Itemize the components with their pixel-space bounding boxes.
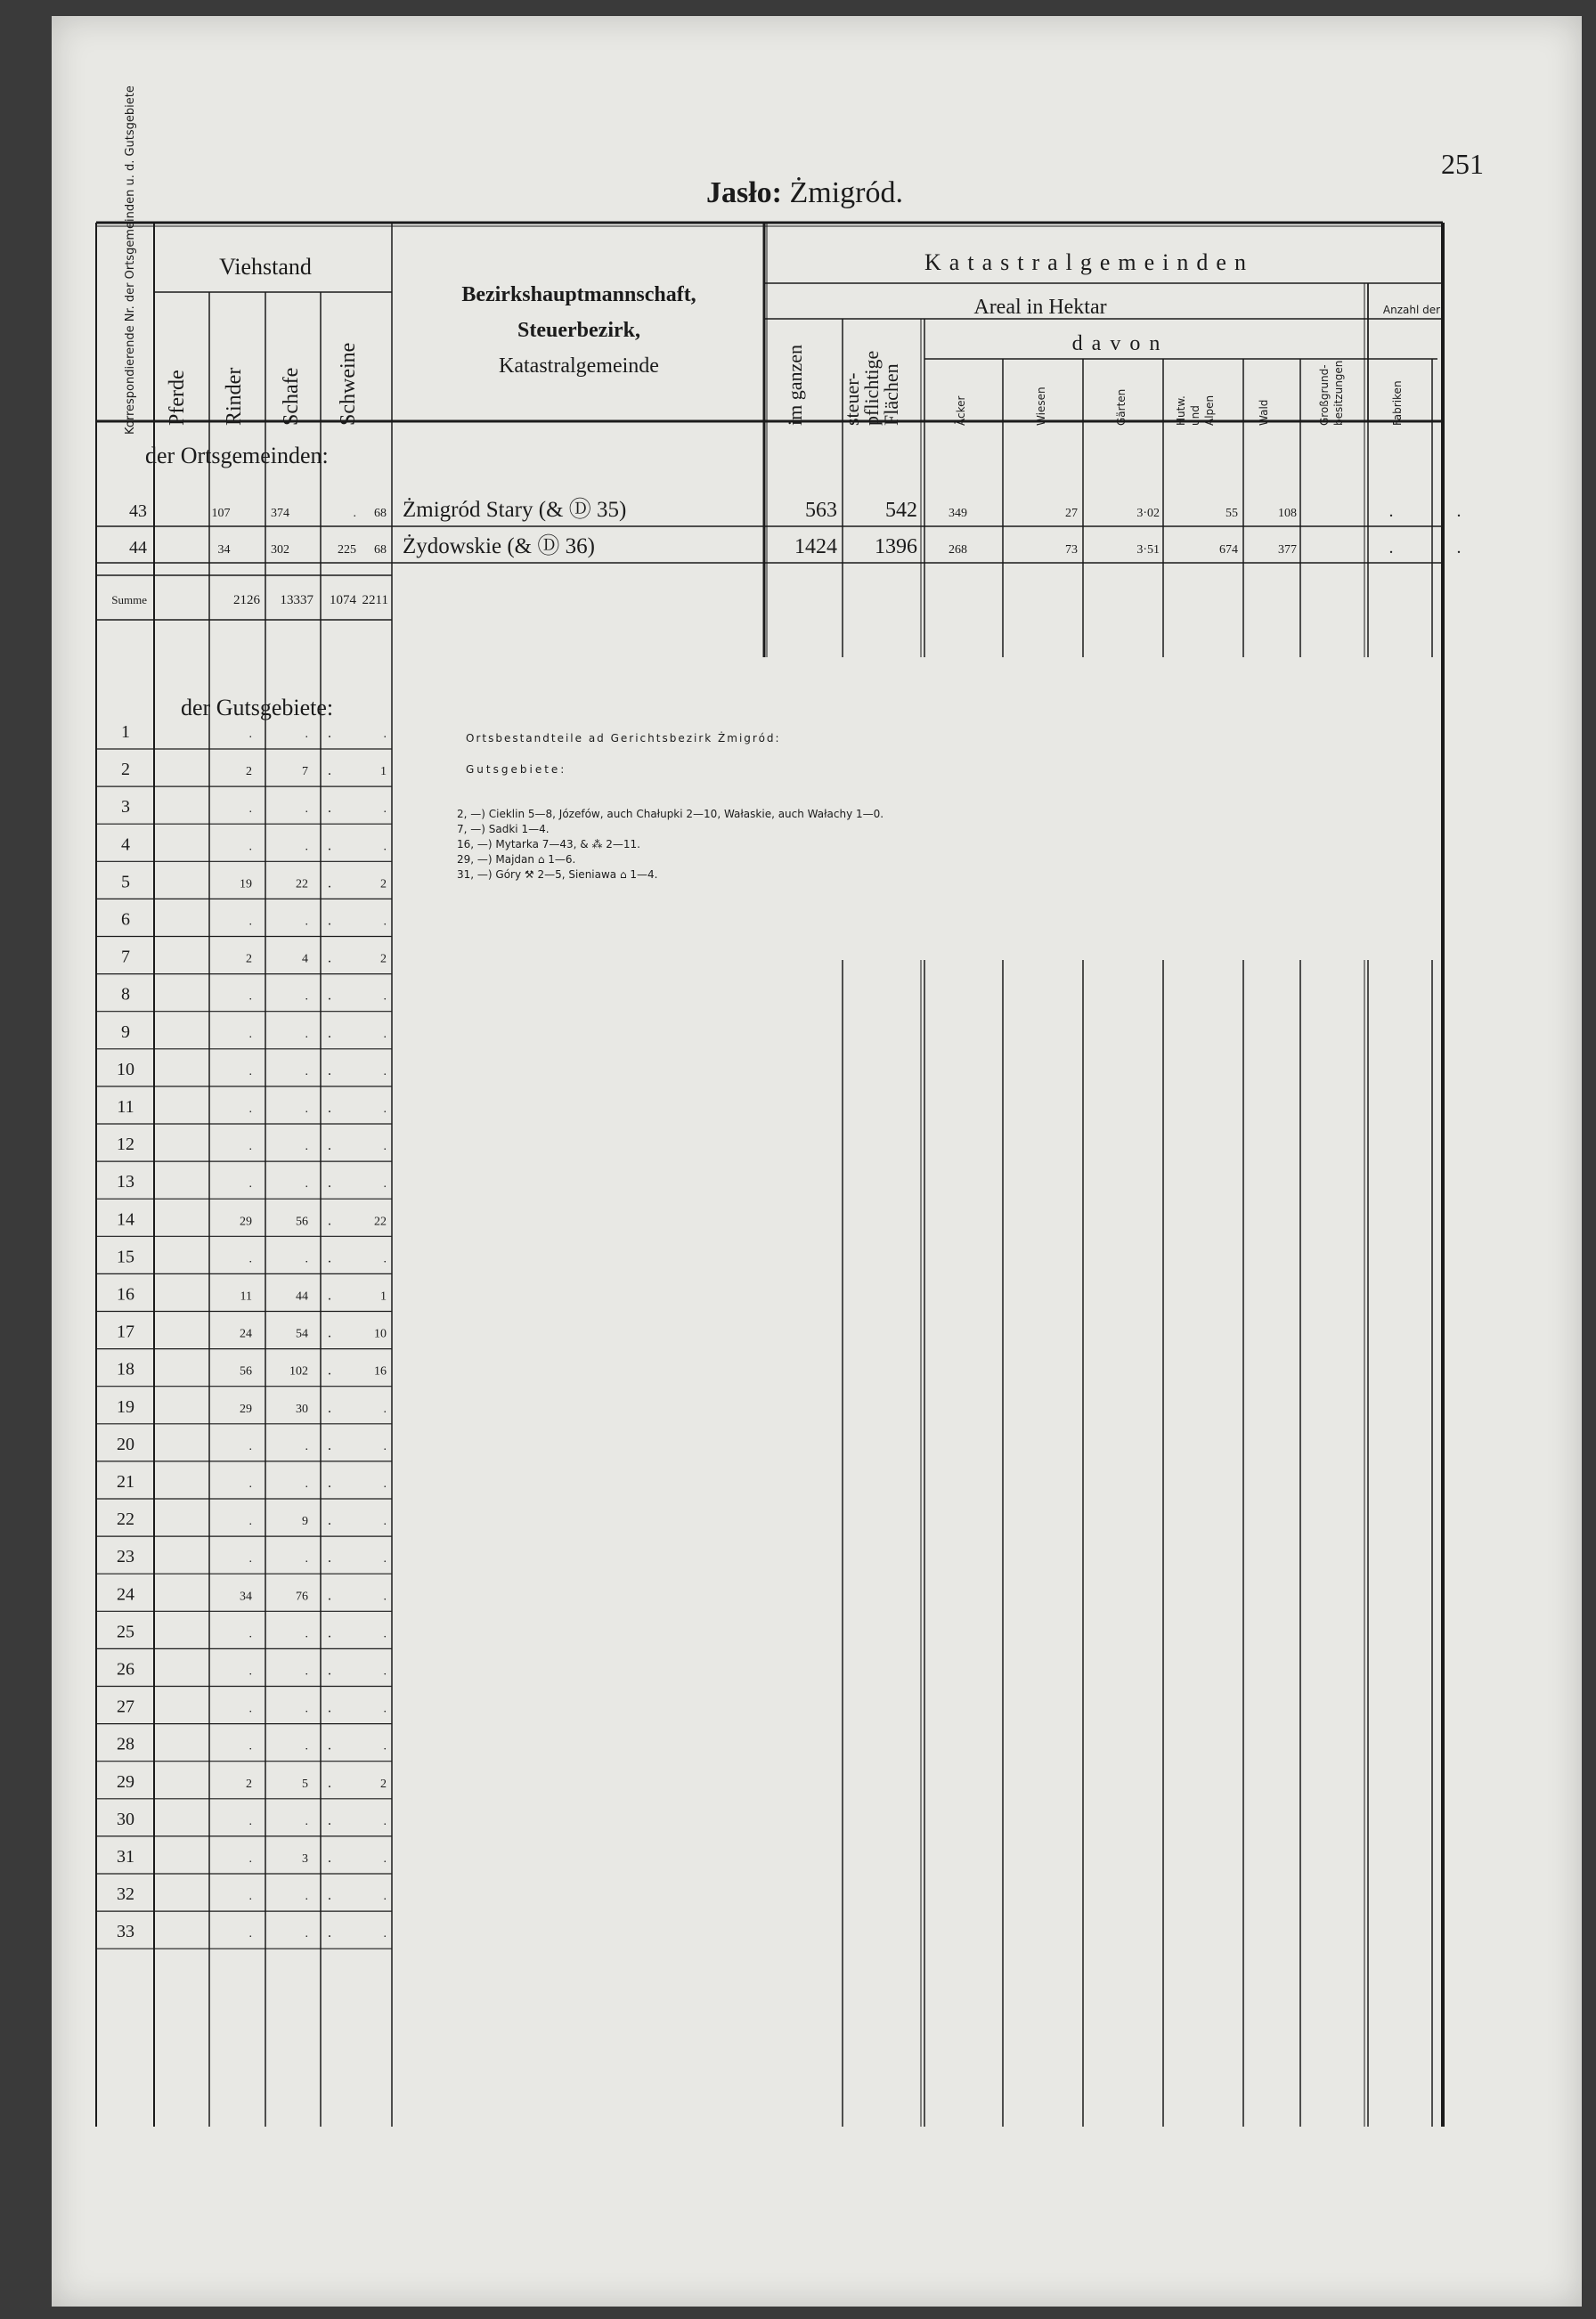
statistics-table	[52, 16, 1582, 2307]
ortsgemeinde-gaerten: 3·02	[1136, 507, 1160, 520]
gutsgebiet-pferde: .	[248, 1814, 252, 1828]
gutsgebiet-schweine: .	[383, 1027, 387, 1041]
gutsgebiet-pferde: .	[248, 1027, 252, 1041]
col-hutw-line3: Alpen	[1203, 395, 1216, 426]
ortsgemeinde-pferde: 107	[211, 507, 231, 520]
gutsgebiet-schweine: 1	[380, 765, 387, 779]
gutsgebiet-rinder: 56	[296, 1215, 308, 1229]
gutsgebiet-nr: 13	[117, 1172, 134, 1192]
summe-label: Summe	[111, 593, 147, 606]
gutsgebiet-pferde: .	[248, 989, 252, 1004]
gutsgebiet-schweine: 10	[374, 1327, 387, 1341]
gutsgebiet-nr: 9	[121, 1021, 130, 1042]
gutsgebiet-pferde: .	[248, 915, 252, 929]
gutsgebiet-nr: 12	[117, 1135, 134, 1155]
ortsgemeinde-schweine: 68	[374, 507, 387, 520]
gutsgebiet-pferde: .	[248, 1664, 252, 1679]
gutsgebiet-nr: 31	[117, 1847, 134, 1867]
ortsgemeinde-schafe: 225	[338, 543, 356, 557]
gutsgebiet-rinder: 30	[296, 1402, 308, 1416]
gutsgebiet-schweine: .	[383, 1177, 387, 1192]
gutsgebiet-schweine: .	[383, 1627, 387, 1641]
gutsgebiet-rinder: 22	[296, 877, 308, 891]
gutsgebiet-rinder: 9	[302, 1515, 308, 1529]
ortsgemeinde-hutw: 674	[1219, 543, 1238, 557]
gutsgebiet-rinder: .	[305, 840, 308, 854]
gutsgebiet-schafe: .	[328, 1213, 331, 1229]
gutsgebiet-schweine: .	[383, 1439, 387, 1453]
gutsgebiet-nr: 27	[117, 1697, 134, 1717]
note-line: 2, —) Cieklin 5—8, Józefów, auch Chałupki 2—10, Wałaskie, auch Wałachy 1—0.	[457, 808, 884, 820]
gutsgebiet-schweine: .	[383, 1702, 387, 1716]
gutsgebiet-schafe: .	[328, 1025, 331, 1041]
gutsgebiet-schweine: .	[383, 989, 387, 1004]
gutsgebiet-schafe: .	[328, 1176, 331, 1192]
gutsgebiet-pferde: .	[248, 1477, 252, 1491]
gutsgebiet-rinder: .	[305, 1739, 308, 1753]
gutsgebiet-nr: 24	[117, 1584, 134, 1605]
gutsgebiet-rinder: .	[305, 1027, 308, 1041]
col-steuer-line3: Flächen	[880, 363, 902, 426]
gutsgebiet-schweine: .	[383, 1552, 387, 1566]
col-schweine-header: Schweine	[337, 342, 360, 426]
ortsgemeinde-schafe: .	[353, 507, 356, 520]
gutsgebiet-nr: 5	[121, 872, 130, 892]
gutsgebiet-pferde: 29	[240, 1402, 252, 1416]
gutsgebiet-schafe: .	[328, 1101, 331, 1116]
gutsgebiet-nr: 7	[121, 947, 130, 967]
gutsgebiet-nr: 25	[117, 1622, 134, 1642]
ortsgemeinde-gross: .	[1388, 501, 1394, 521]
notes-subheading: Gutsgebiete:	[466, 763, 567, 776]
gutsgebiet-schweine: .	[383, 1064, 387, 1078]
gutsgebiet-pferde: .	[248, 1552, 252, 1566]
summe-pferde: 2126	[233, 593, 260, 607]
gutsgebiet-nr: 4	[121, 834, 130, 855]
gutsgebiet-rinder: .	[305, 1064, 308, 1078]
gutsgebiet-schafe: .	[328, 950, 331, 966]
gutsgebiet-schweine: .	[383, 1927, 387, 1941]
col-bezirk-line1: Bezirkshauptmannschaft,	[461, 283, 696, 306]
gutsgebiet-pferde: .	[248, 1103, 252, 1116]
gutsgebiet-schafe: .	[328, 1775, 331, 1791]
gutsgebiet-schweine: 22	[374, 1215, 387, 1229]
gutsgebiet-schafe: .	[328, 1476, 331, 1491]
col-davon-header: davon	[1071, 332, 1169, 355]
col-viehstand-header: Viehstand	[219, 254, 312, 280]
gutsgebiete-label: der Gutsgebiete:	[181, 695, 334, 720]
gutsgebiet-rinder: .	[305, 1702, 308, 1716]
gutsgebiet-nr: 21	[117, 1472, 134, 1492]
ortsgemeinde-steuer: 1396	[875, 535, 917, 558]
gutsgebiet-pferde: .	[248, 1890, 252, 1904]
gutsgebiet-schafe: .	[328, 988, 331, 1004]
col-fabriken-header: Fabriken	[1391, 380, 1404, 426]
gutsgebiet-pferde: .	[248, 1252, 252, 1266]
ortsgemeinden-label: der Ortsgemeinden:	[145, 443, 329, 468]
gutsgebiet-schweine: .	[383, 1664, 387, 1679]
gutsgebiet-schweine: .	[383, 802, 387, 817]
gutsgebiet-rinder: .	[305, 802, 308, 817]
gutsgebiet-rinder: .	[305, 1627, 308, 1641]
gutsgebiet-nr: 8	[121, 984, 130, 1005]
col-gross-line2: besitzungen	[1332, 360, 1345, 426]
gutsgebiet-nr: 23	[117, 1547, 134, 1567]
gutsgebiet-schweine: 1	[380, 1290, 387, 1304]
gutsgebiet-schafe: .	[328, 801, 331, 817]
page-sheet	[52, 16, 1582, 2307]
gutsgebiet-schweine: .	[383, 1140, 387, 1154]
gutsgebiet-rinder: .	[305, 1439, 308, 1453]
gutsgebiet-rinder: 54	[296, 1327, 308, 1341]
gutsgebiet-schweine: .	[383, 1890, 387, 1904]
ortsgemeinde-fabriken: .	[1456, 538, 1462, 557]
ortsgemeinde-nr: 44	[129, 538, 147, 557]
gutsgebiet-pferde: .	[248, 840, 252, 854]
gutsgebiet-schweine: .	[383, 1814, 387, 1828]
gutsgebiet-pferde: .	[248, 1702, 252, 1716]
gutsgebiet-schafe: .	[328, 875, 331, 891]
col-gross-line1: Großgrund-	[1318, 364, 1331, 426]
gutsgebiet-rinder: .	[305, 915, 308, 929]
col-gaerten-header: Gärten	[1115, 388, 1128, 426]
gutsgebiet-schafe: .	[328, 1663, 331, 1679]
summe-schafe: 1074	[330, 593, 356, 607]
gutsgebiet-pferde: 29	[240, 1215, 252, 1229]
table-rules	[96, 223, 1443, 2127]
col-areal-header: Areal in Hektar	[973, 296, 1107, 319]
gutsgebiet-nr: 10	[117, 1059, 134, 1079]
ortsgemeinde-aecker: 268	[949, 543, 967, 557]
gutsgebiet-nr: 19	[117, 1396, 134, 1417]
gutsgebiet-pferde: 56	[240, 1364, 252, 1379]
gutsgebiet-nr: 29	[117, 1771, 134, 1792]
gutsgebiet-rinder: .	[305, 1252, 308, 1266]
gutsgebiet-nr: 17	[117, 1322, 134, 1342]
gutsgebiet-pferde: 24	[240, 1327, 252, 1341]
gutsgebiet-schafe: .	[328, 1550, 331, 1566]
notes-heading: Ortsbestandteile ad Gerichtsbezirk Żmigród:	[466, 732, 781, 745]
ortsgemeinde-fabriken: .	[1456, 501, 1462, 521]
gutsgebiet-schafe: .	[328, 1325, 331, 1341]
gutsgebiet-pferde: 34	[240, 1590, 252, 1604]
gutsgebiet-schweine: .	[383, 1103, 387, 1116]
gutsgebiet-pferde: 19	[240, 877, 252, 891]
gutsgebiet-rinder: 7	[302, 765, 308, 779]
ortsgemeinde-wiesen: 73	[1065, 543, 1078, 557]
gutsgebiet-schafe: .	[328, 1437, 331, 1453]
gutsgebiet-schweine: .	[383, 728, 387, 741]
gutsgebiet-pferde: .	[248, 728, 252, 741]
gutsgebiet-rinder: 5	[302, 1777, 308, 1791]
col-steuer-line2: pflichtige	[860, 350, 883, 426]
gutsgebiet-pferde: .	[248, 1140, 252, 1154]
gutsgebiet-schweine: .	[383, 915, 387, 929]
ortsgemeinde-name: Żydowskie (& Ⓓ 36)	[403, 534, 595, 558]
gutsgebiet-schafe: .	[328, 1513, 331, 1529]
gutsgebiet-schafe: .	[328, 1700, 331, 1716]
col-bezirk-line3: Katastralgemeinde	[499, 354, 659, 378]
gutsgebiet-schweine: 2	[380, 1777, 387, 1791]
gutsgebiet-schafe: .	[328, 1625, 331, 1641]
gutsgebiet-nr: 11	[117, 1097, 134, 1117]
gutsgebiet-rinder: .	[305, 1927, 308, 1941]
gutsgebiet-schweine: .	[383, 840, 387, 854]
gutsgebiet-rinder: .	[305, 1552, 308, 1566]
gutsgebiet-schafe: .	[328, 838, 331, 854]
col-aecker-header: Äcker	[955, 395, 967, 426]
ortsgemeinde-gross: .	[1388, 538, 1394, 557]
gutsgebiet-schweine: .	[383, 1852, 387, 1866]
ortsgemeinde-nr: 43	[129, 501, 147, 521]
gutsgebiet-nr: 1	[121, 722, 130, 742]
gutsgebiet-schafe: .	[328, 1400, 331, 1416]
ortsgemeinde-name: Żmigród Stary (& Ⓓ 35)	[403, 498, 627, 522]
gutsgebiet-schweine: .	[383, 1739, 387, 1753]
ortsgemeinde-hutw: 55	[1226, 507, 1238, 520]
gutsgebiet-rinder: .	[305, 1177, 308, 1192]
gutsgebiet-schafe: .	[328, 1888, 331, 1904]
gutsgebiet-pferde: .	[248, 1064, 252, 1078]
gutsgebiet-rinder: .	[305, 1477, 308, 1491]
col-wald-header: Wald	[1258, 399, 1270, 426]
gutsgebiet-nr: 3	[121, 797, 130, 818]
ortsgemeinde-schweine: 68	[374, 543, 387, 557]
summe-rinder: 13337	[280, 593, 314, 607]
gutsgebiet-pferde: .	[248, 1177, 252, 1192]
gutsgebiet-schweine: .	[383, 1252, 387, 1266]
gutsgebiet-schweine: .	[383, 1515, 387, 1529]
gutsgebiet-schafe: .	[328, 1925, 331, 1941]
gutsgebiet-schafe: .	[328, 1288, 331, 1304]
ortsgemeinde-im-ganzen: 1424	[794, 535, 837, 558]
gutsgebiet-pferde: .	[248, 1515, 252, 1529]
col-nr-header: Korrespondierende Nr. der Ortsgemeinden u. d. Gutsgebiete	[124, 85, 137, 435]
gutsgebiet-rinder: .	[305, 728, 308, 741]
gutsgebiet-pferde: 2	[246, 1777, 252, 1791]
gutsgebiet-schafe: .	[328, 1138, 331, 1154]
gutsgebiet-pferde: .	[248, 1439, 252, 1453]
col-bezirk-line2: Steuerbezirk,	[517, 319, 640, 342]
note-line: 29, —) Majdan ⌂ 1—6.	[457, 853, 576, 866]
note-line: 7, —) Sadki 1—4.	[457, 823, 550, 835]
gutsgebiet-pferde: 2	[246, 952, 252, 966]
ortsgemeinde-gaerten: 3·51	[1136, 543, 1160, 557]
title-district: Jasło:	[706, 176, 782, 209]
gutsgebiet-nr: 14	[117, 1209, 134, 1230]
gutsgebiet-rinder: 4	[302, 952, 308, 966]
gutsgebiet-pferde: .	[248, 1852, 252, 1866]
ortsgemeinde-pferde: 34	[217, 543, 231, 557]
gutsgebiet-rinder: .	[305, 1140, 308, 1154]
gutsgebiet-rinder: .	[305, 1664, 308, 1679]
gutsgebiet-rinder: 3	[302, 1852, 308, 1866]
gutsgebiet-nr: 15	[117, 1247, 134, 1267]
gutsgebiet-nr: 6	[121, 909, 130, 930]
gutsgebiet-rinder: 44	[296, 1290, 308, 1304]
gutsgebiet-nr: 30	[117, 1809, 134, 1829]
gutsgebiet-pferde: .	[248, 1627, 252, 1641]
col-pferde-header: Pferde	[166, 370, 189, 426]
col-wiesen-header: Wiesen	[1035, 386, 1047, 426]
gutsgebiet-nr: 28	[117, 1734, 134, 1754]
page-number: 251	[1441, 148, 1484, 180]
col-rinder-header: Rinder	[223, 367, 246, 426]
ortsgemeinde-wald: 377	[1278, 543, 1297, 557]
col-im-ganzen-header: im ganzen	[784, 344, 806, 426]
ortsgemeinde-steuer: 542	[885, 499, 917, 522]
gutsgebiet-nr: 16	[117, 1284, 134, 1305]
ortsgemeinde-wiesen: 27	[1065, 507, 1078, 520]
col-katastral-header: Katastralgemeinden	[924, 249, 1254, 275]
gutsgebiet-pferde: 11	[240, 1290, 252, 1304]
summe-schweine: 2211	[362, 593, 388, 607]
notes-list	[457, 808, 884, 881]
gutsgebiet-schafe: .	[328, 763, 331, 779]
gutsgebiet-rinder: .	[305, 1890, 308, 1904]
gutsgebiet-schafe: .	[328, 1588, 331, 1604]
gutsgebiet-nr: 18	[117, 1359, 134, 1379]
ortsgemeinde-rinder: 374	[271, 507, 289, 520]
col-anzahl-header: Anzahl der	[1382, 304, 1441, 316]
ortsgemeinde-rinder: 302	[271, 543, 289, 557]
note-line: 16, —) Mytarka 7—43, & ⁂ 2—11.	[457, 838, 640, 850]
gutsgebiet-schafe: .	[328, 1250, 331, 1266]
col-steuer-line1: steuer-	[841, 372, 863, 426]
ortsgemeinde-wald: 108	[1278, 507, 1297, 520]
gutsgebiet-schafe: .	[328, 1737, 331, 1753]
gutsgebiet-rinder: 76	[296, 1590, 308, 1604]
gutsgebiet-rinder: .	[305, 1814, 308, 1828]
gutsgebiet-rinder: .	[305, 1103, 308, 1116]
gutsgebiet-schafe: .	[328, 1062, 331, 1078]
gutsgebiet-nr: 20	[117, 1434, 134, 1454]
gutsgebiet-schafe: .	[328, 1851, 331, 1866]
gutsgebiet-pferde: .	[248, 1739, 252, 1753]
col-hutw-line2: und	[1189, 405, 1201, 426]
gutsgebiet-pferde: .	[248, 802, 252, 817]
gutsgebiet-pferde: 2	[246, 765, 252, 779]
gutsgebiet-schweine: .	[383, 1477, 387, 1491]
ortsgemeinde-im-ganzen: 563	[805, 499, 837, 522]
gutsgebiet-nr: 2	[121, 760, 130, 780]
gutsgebiet-schweine: .	[383, 1590, 387, 1604]
gutsgebiet-nr: 26	[117, 1659, 134, 1680]
col-schafe-header: Schafe	[280, 367, 303, 426]
gutsgebiet-schweine: 2	[380, 877, 387, 891]
gutsgebiet-schweine: .	[383, 1402, 387, 1416]
gutsgebiet-rinder: 102	[289, 1364, 308, 1379]
gutsgebiet-schafe: .	[328, 1363, 331, 1379]
gutsgebiet-nr: 33	[117, 1922, 134, 1942]
col-hutw-line1: Hutw.	[1175, 395, 1187, 426]
gutsgebiet-nr: 32	[117, 1884, 134, 1905]
gutsgebiet-schweine: 2	[380, 952, 387, 966]
gutsgebiet-schweine: 16	[374, 1364, 387, 1379]
gutsgebiet-pferde: .	[248, 1927, 252, 1941]
gutsgebiet-schafe: .	[328, 726, 331, 741]
ortsgemeinde-aecker: 349	[949, 507, 967, 520]
note-line: 31, —) Góry ⚒ 2—5, Sieniawa ⌂ 1—4.	[457, 868, 658, 881]
gutsgebiet-schafe: .	[328, 1812, 331, 1828]
gutsgebiet-rinder: .	[305, 989, 308, 1004]
title-court: Żmigród.	[789, 176, 903, 209]
gutsgebiet-nr: 22	[117, 1509, 134, 1530]
gutsgebiet-schafe: .	[328, 913, 331, 929]
